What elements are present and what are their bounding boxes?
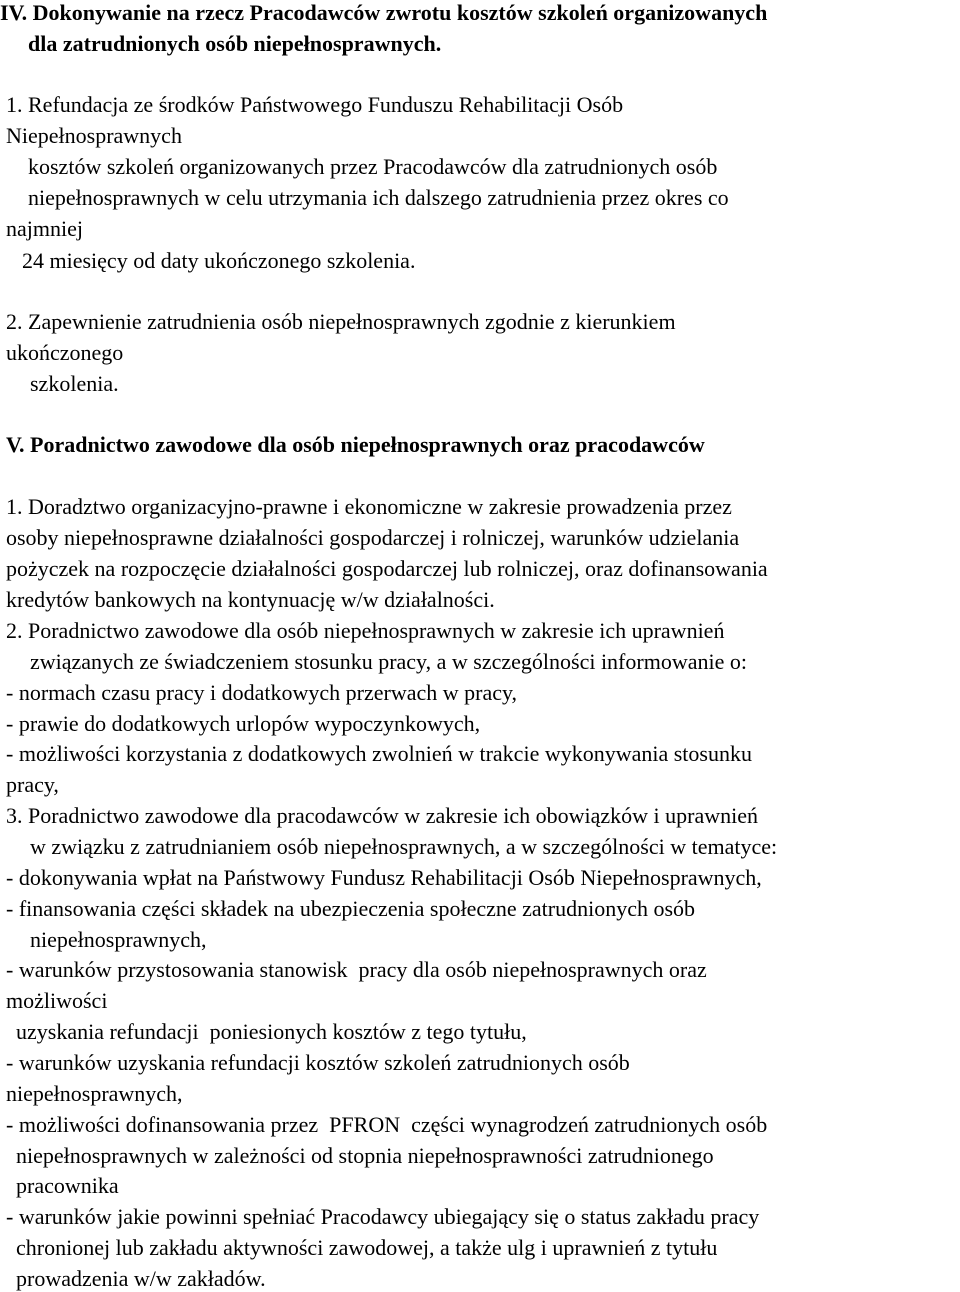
text-line: 24 miesięcy od daty ukończonego szkolenia.	[22, 248, 416, 273]
text-line: 2. Zapewnienie zatrudnienia osób niepełnosprawnych zgodnie z kierunkiem	[6, 309, 676, 334]
text-line: - warunków uzyskania refundacji kosztów szkoleń zatrudnionych osób	[6, 1050, 630, 1075]
text-line: niepełnosprawnych w zależności od stopnia niepełnosprawności zatrudnionego	[16, 1143, 714, 1168]
text-line: dla zatrudnionych osób niepełnosprawnych.	[28, 31, 442, 56]
text-line: Niepełnosprawnych	[6, 123, 182, 148]
text-line: prowadzenia w/w zakładów.	[16, 1266, 266, 1291]
text-line: możliwości	[6, 988, 108, 1013]
text-line: kosztów szkoleń organizowanych przez Pracodawców dla zatrudnionych osób	[28, 154, 718, 179]
text-line: - dokonywania wpłat na Państwowy Fundusz Rehabilitacji Osób Niepełnosprawnych,	[6, 865, 762, 890]
text-line: pożyczek na rozpoczęcie działalności gospodarczej lub rolniczej, oraz dofinansowania	[6, 556, 768, 581]
text-line: ukończonego	[6, 340, 124, 365]
text-line: niepełnosprawnych,	[30, 927, 207, 952]
text-line: - warunków przystosowania stanowisk pracy dla osób niepełnosprawnych oraz	[6, 957, 707, 982]
text-line: - normach czasu pracy i dodatkowych przerwach w pracy,	[6, 680, 518, 705]
text-line: szkolenia.	[30, 371, 119, 396]
text-line: - finansowania części składek na ubezpieczenia społeczne zatrudnionych osób	[6, 896, 696, 921]
text-line: 2. Poradnictwo zawodowe dla osób niepełnosprawnych w zakresie ich uprawnień	[6, 618, 725, 643]
text-line: chronionej lub zakładu aktywności zawodowej, a także ulg i uprawnień z tytułu	[16, 1235, 718, 1260]
text-line: związanych ze świadczeniem stosunku pracy, a w szczególności informowanie o:	[30, 649, 747, 674]
text-line: kredytów bankowych na kontynuację w/w działalności.	[6, 587, 495, 612]
text-line: pracownika	[16, 1173, 119, 1198]
text-line: osoby niepełnosprawne działalności gospodarczej i rolniczej, warunków udzielania	[6, 525, 740, 550]
text-line: najmniej	[6, 216, 83, 241]
text-line: uzyskania refundacji poniesionych kosztów z tego tytułu,	[16, 1019, 527, 1044]
text-line: - prawie do dodatkowych urlopów wypoczynkowych,	[6, 711, 481, 736]
text-line: IV. Dokonywanie na rzecz Pracodawców zwrotu kosztów szkoleń organizowanych	[0, 0, 768, 25]
text-line: 3. Poradnictwo zawodowe dla pracodawców w zakresie ich obowiązków i uprawnień	[6, 803, 759, 828]
text-line: niepełnosprawnych,	[6, 1081, 183, 1106]
text-line: - możliwości korzystania z dodatkowych zwolnień w trakcie wykonywania stosunku	[6, 741, 752, 766]
text-line: w związku z zatrudnianiem osób niepełnosprawnych, a w szczególności w tematyce:	[30, 834, 778, 859]
text-line: 1. Doradztwo organizacyjno-prawne i ekonomiczne w zakresie prowadzenia przez	[6, 494, 732, 519]
text-line: - warunków jakie powinni spełniać Pracodawcy ubiegający się o status zakładu pracy	[6, 1204, 760, 1229]
text-line: niepełnosprawnych w celu utrzymania ich dalszego zatrudnienia przez okres co	[28, 185, 729, 210]
text-line: V. Poradnictwo zawodowe dla osób niepełnosprawnych oraz pracodawców	[6, 432, 705, 457]
text-line: pracy,	[6, 772, 59, 797]
text-line: 1. Refundacja ze środków Państwowego Funduszu Rehabilitacji Osób	[6, 92, 624, 117]
text-line: - możliwości dofinansowania przez PFRON części wynagrodzeń zatrudnionych osób	[6, 1112, 768, 1137]
